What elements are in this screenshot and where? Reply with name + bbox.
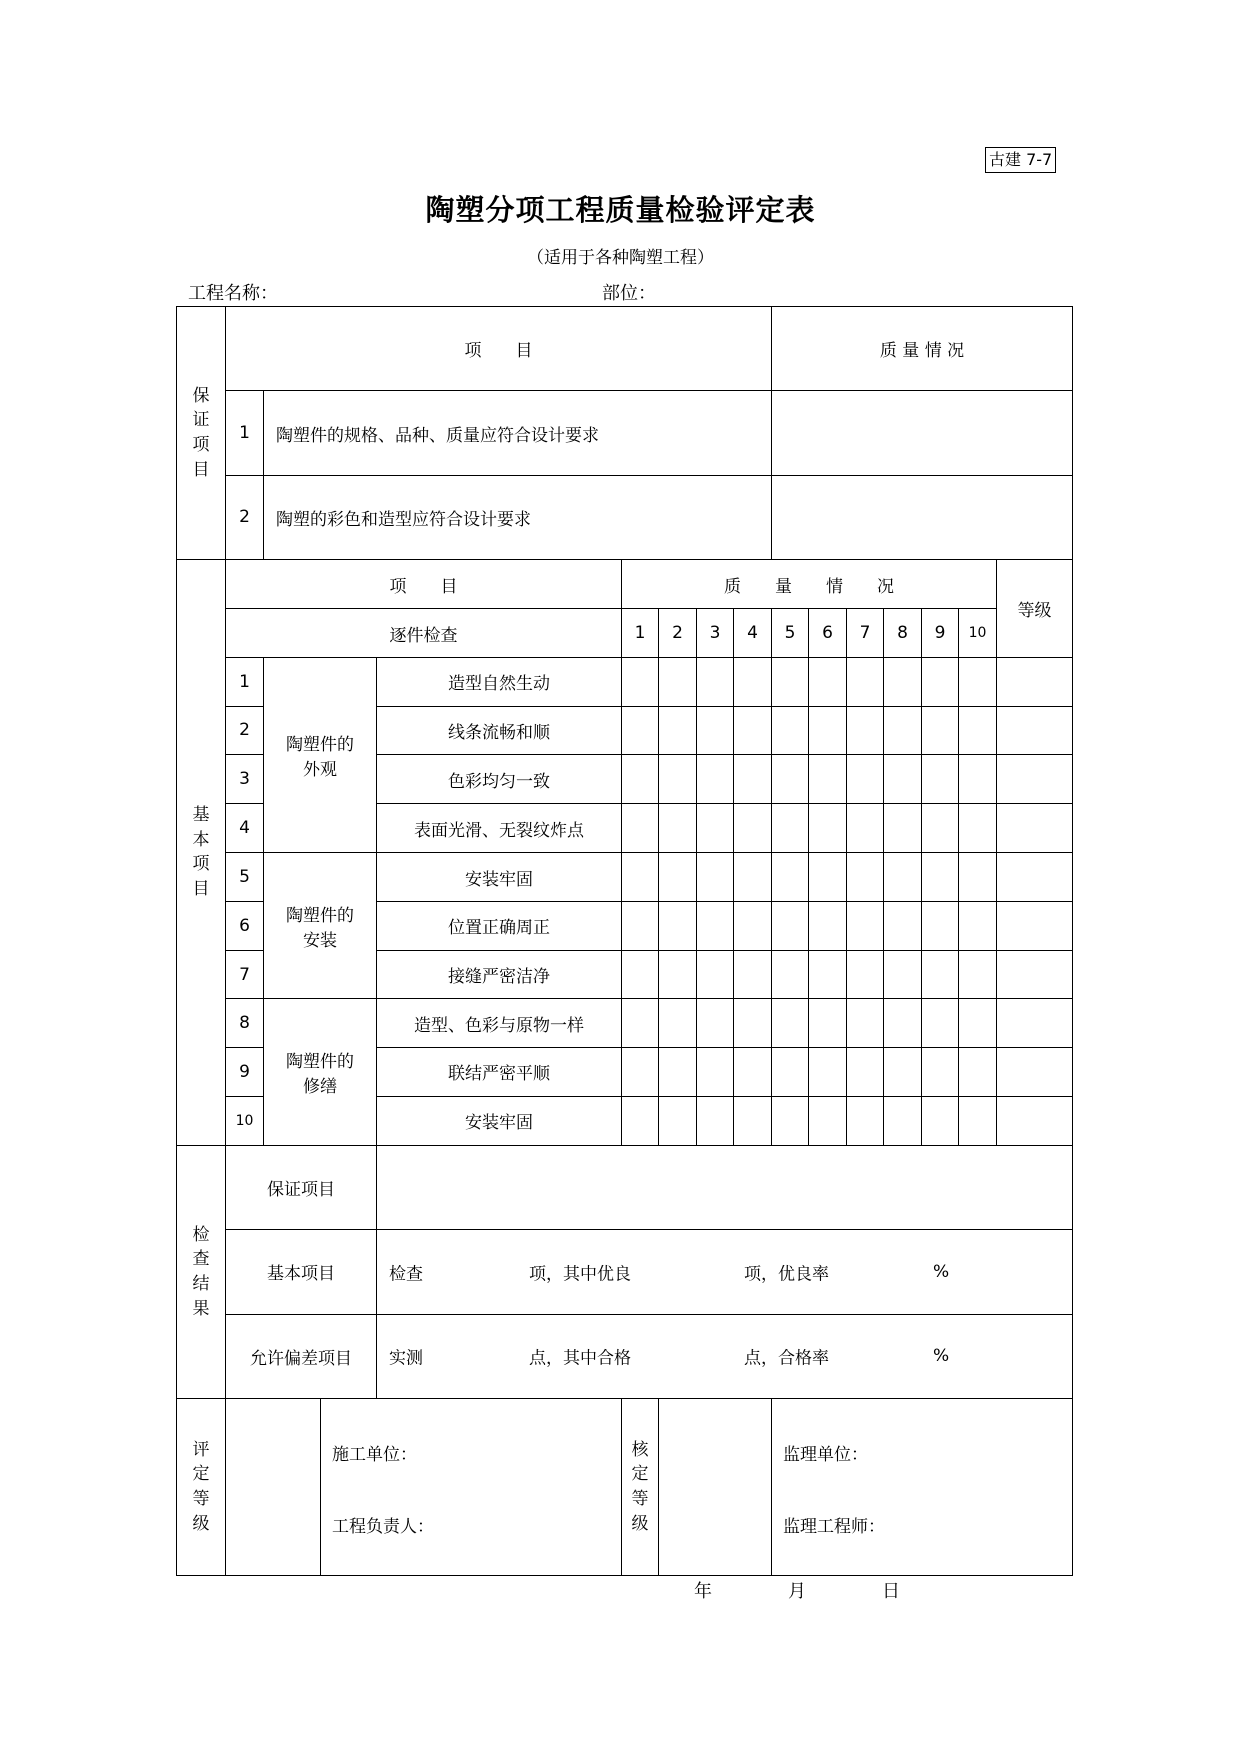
check-cell[interactable] (772, 999, 809, 1048)
check-cell[interactable] (697, 999, 734, 1048)
check-cell[interactable] (922, 755, 959, 804)
check-cell[interactable] (697, 950, 734, 998)
check-cell[interactable] (884, 999, 922, 1048)
column-number: 6 (809, 609, 847, 657)
check-cell[interactable] (847, 1048, 884, 1096)
grade-cell[interactable] (997, 999, 1073, 1048)
check-cell[interactable] (922, 1096, 959, 1145)
column-number: 2 (659, 609, 697, 657)
check-cell[interactable] (772, 1096, 809, 1145)
check-cell[interactable] (697, 755, 734, 804)
check-cell[interactable] (772, 1048, 809, 1096)
evaluation-grade-text: 评 定 等 级 (192, 1439, 210, 1534)
check-cell[interactable] (772, 804, 809, 853)
basic-section-text: 基 本 项 目 (192, 805, 210, 900)
supervisor-sign-cell[interactable] (772, 1398, 1073, 1575)
check-cell[interactable] (659, 853, 697, 901)
basic-section-label (177, 560, 226, 1146)
check-cell[interactable] (959, 706, 997, 754)
basic-row-no: 9 (226, 1048, 264, 1096)
check-cell[interactable] (734, 804, 772, 853)
guarantee-item-text: 陶塑的彩色和造型应符合设计要求 (264, 475, 772, 559)
check-cell[interactable] (884, 901, 922, 950)
basic-row-text: 色彩均匀一致 (377, 755, 622, 804)
verify-grade-text: 核 定 等 级 (631, 1439, 649, 1534)
check-cell[interactable] (622, 853, 659, 901)
location-label: 部位： (602, 283, 656, 304)
basic-group-text: 陶塑件的 修缮 (286, 1051, 354, 1097)
results-guarantee-value[interactable] (377, 1145, 1073, 1229)
check-cell[interactable] (697, 901, 734, 950)
check-cell[interactable] (884, 657, 922, 706)
guarantee-item-header: 项 目 (226, 307, 772, 391)
check-cell[interactable] (847, 853, 884, 901)
basic-row-no: 2 (226, 706, 264, 754)
check-cell[interactable] (847, 901, 884, 950)
check-cell[interactable] (847, 950, 884, 998)
check-cell[interactable] (809, 950, 847, 998)
check-cell[interactable] (809, 1048, 847, 1096)
evaluation-grade-value[interactable] (226, 1398, 321, 1575)
check-cell[interactable] (734, 657, 772, 706)
check-cell[interactable] (809, 706, 847, 754)
check-cell[interactable] (959, 853, 997, 901)
guarantee-quality-cell[interactable] (772, 475, 1073, 559)
check-cell[interactable] (734, 1096, 772, 1145)
check-cell[interactable] (697, 1096, 734, 1145)
check-cell[interactable] (659, 657, 697, 706)
verify-grade-value[interactable] (659, 1398, 772, 1575)
check-cell[interactable] (922, 853, 959, 901)
check-cell[interactable] (659, 755, 697, 804)
check-cell[interactable] (847, 657, 884, 706)
check-cell[interactable] (847, 1096, 884, 1145)
guarantee-item-no: 1 (226, 391, 264, 475)
evaluation-grade-label (177, 1398, 226, 1575)
check-cell[interactable] (734, 755, 772, 804)
contractor-label: 施工单位： (332, 1444, 417, 1465)
check-cell[interactable] (697, 1048, 734, 1096)
check-cell[interactable] (772, 901, 809, 950)
results-tolerance-label: 允许偏差项目 (226, 1314, 377, 1398)
check-cell[interactable] (772, 755, 809, 804)
grade-cell[interactable] (997, 706, 1073, 754)
check-cell[interactable] (809, 999, 847, 1048)
basic-rate-text: 项，优良率 (744, 1264, 829, 1285)
tolerance-rate-text: 点，合格率 (744, 1348, 829, 1369)
basic-check-text: 检查 (389, 1264, 423, 1285)
contractor-sign-cell[interactable] (321, 1398, 622, 1575)
column-number: 3 (697, 609, 734, 657)
tolerance-percent-text: % (933, 1346, 950, 1367)
date-day: 日 (882, 1581, 900, 1602)
results-basic-line[interactable] (377, 1230, 1073, 1314)
check-cell[interactable] (922, 999, 959, 1048)
check-cell[interactable] (622, 950, 659, 998)
check-cell[interactable] (622, 755, 659, 804)
check-cell[interactable] (959, 950, 997, 998)
basic-percent-text: % (933, 1261, 950, 1282)
results-section-label (177, 1145, 226, 1398)
basic-row-text: 安装牢固 (377, 853, 622, 901)
check-cell[interactable] (659, 901, 697, 950)
inspection-form-table (176, 306, 1073, 1576)
check-cell[interactable] (734, 901, 772, 950)
basic-row-text: 安装牢固 (377, 1096, 622, 1145)
check-cell[interactable] (734, 950, 772, 998)
column-number: 7 (847, 609, 884, 657)
column-number: 5 (772, 609, 809, 657)
check-cell[interactable] (772, 706, 809, 754)
basic-group-name (264, 999, 377, 1146)
supervisor-unit-label: 监理单位： (783, 1444, 868, 1465)
basic-quality-header: 质 量 情 况 (622, 560, 997, 609)
check-cell[interactable] (959, 755, 997, 804)
check-cell[interactable] (959, 804, 997, 853)
basic-row-no: 1 (226, 657, 264, 706)
basic-row-text: 接缝严密洁净 (377, 950, 622, 998)
tolerance-measure-text: 实测 (389, 1348, 423, 1369)
check-cell[interactable] (659, 950, 697, 998)
check-cell[interactable] (734, 999, 772, 1048)
check-cell[interactable] (809, 901, 847, 950)
check-cell[interactable] (922, 804, 959, 853)
check-cell[interactable] (622, 657, 659, 706)
grade-cell[interactable] (997, 804, 1073, 853)
check-cell[interactable] (734, 1048, 772, 1096)
grade-cell[interactable] (997, 901, 1073, 950)
check-cell[interactable] (772, 657, 809, 706)
check-cell[interactable] (847, 804, 884, 853)
results-section-text: 检 查 结 果 (192, 1224, 210, 1319)
results-basic-label: 基本项目 (226, 1230, 377, 1314)
basic-group-text: 陶塑件的 安装 (286, 905, 354, 951)
check-cell[interactable] (622, 706, 659, 754)
check-cell[interactable] (884, 755, 922, 804)
manager-label: 工程负责人： (332, 1516, 434, 1537)
check-cell[interactable] (959, 999, 997, 1048)
check-cell[interactable] (922, 901, 959, 950)
grade-cell[interactable] (997, 755, 1073, 804)
check-cell[interactable] (847, 999, 884, 1048)
guarantee-section-text: 保 证 项 目 (192, 385, 210, 480)
check-cell[interactable] (659, 706, 697, 754)
check-cell[interactable] (622, 1096, 659, 1145)
check-cell[interactable] (884, 804, 922, 853)
grade-cell[interactable] (997, 1096, 1073, 1145)
check-cell[interactable] (659, 804, 697, 853)
check-cell[interactable] (697, 804, 734, 853)
guarantee-quality-header: 质 量 情 况 (772, 307, 1073, 391)
column-number: 10 (959, 609, 997, 657)
basic-row-text: 联结严密平顺 (377, 1048, 622, 1096)
date-year: 年 (694, 1581, 712, 1602)
check-cell[interactable] (809, 755, 847, 804)
check-cell[interactable] (959, 1096, 997, 1145)
form-code: 古建 7-7 (985, 147, 1056, 173)
date-month: 月 (788, 1581, 806, 1602)
tolerance-points-text: 点，其中合格 (529, 1348, 631, 1369)
check-cell[interactable] (922, 950, 959, 998)
check-cell[interactable] (847, 706, 884, 754)
results-tolerance-line[interactable] (377, 1314, 1073, 1398)
check-cell[interactable] (922, 706, 959, 754)
check-cell[interactable] (734, 706, 772, 754)
page-title: 陶塑分项工程质量检验评定表 (425, 193, 816, 227)
check-cell[interactable] (959, 901, 997, 950)
check-cell[interactable] (884, 853, 922, 901)
basic-row-text: 造型、色彩与原物一样 (377, 999, 622, 1048)
basic-item-header: 项 目 (226, 560, 622, 609)
project-name-label: 工程名称： (188, 283, 278, 304)
guarantee-section-label (177, 307, 226, 560)
check-cell[interactable] (809, 1096, 847, 1145)
check-cell[interactable] (697, 853, 734, 901)
column-number: 4 (734, 609, 772, 657)
check-cell[interactable] (659, 1048, 697, 1096)
page-subtitle: （适用于各种陶塑工程） (527, 248, 714, 268)
grade-cell[interactable] (997, 853, 1073, 901)
check-each-label: 逐件检查 (226, 609, 622, 657)
check-cell[interactable] (659, 999, 697, 1048)
grade-cell[interactable] (997, 1048, 1073, 1096)
basic-row-no: 10 (226, 1096, 264, 1145)
check-cell[interactable] (734, 853, 772, 901)
check-cell[interactable] (847, 755, 884, 804)
check-cell[interactable] (922, 657, 959, 706)
check-cell[interactable] (809, 853, 847, 901)
guarantee-quality-cell[interactable] (772, 391, 1073, 475)
basic-row-no: 8 (226, 999, 264, 1048)
column-number: 9 (922, 609, 959, 657)
check-cell[interactable] (884, 706, 922, 754)
results-guarantee-label: 保证项目 (226, 1145, 377, 1229)
grade-cell[interactable] (997, 657, 1073, 706)
check-cell[interactable] (884, 1096, 922, 1145)
verify-grade-label (622, 1398, 659, 1575)
check-cell[interactable] (697, 706, 734, 754)
guarantee-item-no: 2 (226, 475, 264, 559)
grade-cell[interactable] (997, 950, 1073, 998)
basic-group-name (264, 657, 377, 853)
check-cell[interactable] (809, 804, 847, 853)
check-cell[interactable] (809, 657, 847, 706)
check-cell[interactable] (622, 1048, 659, 1096)
check-cell[interactable] (772, 950, 809, 998)
check-cell[interactable] (697, 657, 734, 706)
basic-row-no: 6 (226, 901, 264, 950)
basic-row-no: 7 (226, 950, 264, 998)
column-number: 8 (884, 609, 922, 657)
grade-header: 等级 (997, 560, 1073, 657)
basic-row-text: 造型自然生动 (377, 657, 622, 706)
check-cell[interactable] (659, 1096, 697, 1145)
check-cell[interactable] (959, 657, 997, 706)
basic-row-text: 表面光滑、无裂纹炸点 (377, 804, 622, 853)
guarantee-item-text: 陶塑件的规格、品种、质量应符合设计要求 (264, 391, 772, 475)
basic-group-text: 陶塑件的 外观 (286, 735, 354, 781)
supervisor-label: 监理工程师： (783, 1516, 885, 1537)
basic-row-no: 5 (226, 853, 264, 901)
check-cell[interactable] (922, 1048, 959, 1096)
basic-group-name (264, 853, 377, 999)
basic-items-text: 项，其中优良 (529, 1264, 631, 1285)
basic-row-text: 位置正确周正 (377, 901, 622, 950)
check-cell[interactable] (622, 901, 659, 950)
column-number: 1 (622, 609, 659, 657)
basic-row-no: 4 (226, 804, 264, 853)
check-cell[interactable] (884, 950, 922, 998)
check-cell[interactable] (622, 999, 659, 1048)
check-cell[interactable] (772, 853, 809, 901)
check-cell[interactable] (884, 1048, 922, 1096)
check-cell[interactable] (959, 1048, 997, 1096)
basic-row-no: 3 (226, 755, 264, 804)
basic-row-text: 线条流畅和顺 (377, 706, 622, 754)
check-cell[interactable] (622, 804, 659, 853)
